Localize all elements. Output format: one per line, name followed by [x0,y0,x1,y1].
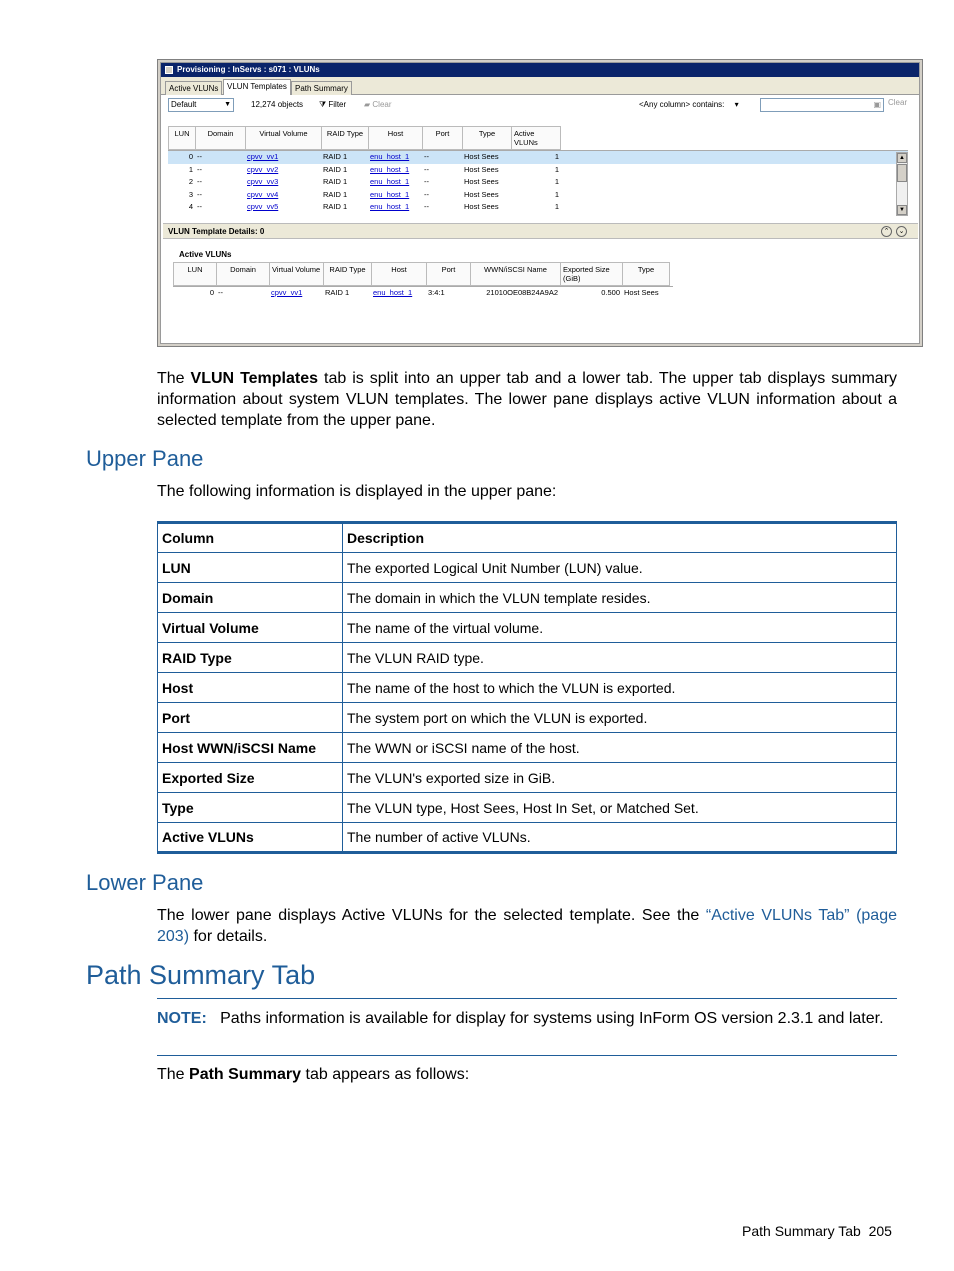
col-domain[interactable]: Domain [216,262,269,286]
cell-port: -- [424,202,429,211]
column-description: The system port on which the VLUN is exported. [343,703,897,733]
scroll-up-icon[interactable]: ▲ [897,153,907,163]
table-header-row [158,523,897,553]
scroll-down-icon[interactable]: ▼ [897,205,907,215]
column-name: Exported Size [158,763,343,793]
cell-raid: RAID 1 [323,152,348,161]
filter-button-label: Filter [328,100,347,109]
eraser-icon: ▰ [364,100,371,109]
tab-active-vluns[interactable]: Active VLUNs [165,81,222,95]
cell-domain: -- [197,164,202,174]
table-row[interactable] [168,176,908,189]
cell-type: Host Sees [464,177,499,186]
tab-vlun-templates[interactable]: VLUN Templates [223,79,291,96]
note-label: NOTE: [157,1010,207,1027]
page-footer [742,1223,892,1239]
tab-path-summary[interactable]: Path Summary [291,81,352,95]
column-description: The VLUN's exported size in GiB. [343,763,897,793]
cell-type: Host Sees [624,288,659,297]
table-row [158,793,897,823]
column-name: Host [158,673,343,703]
column-description: The WWN or iSCSI name of the host. [343,733,897,763]
col-port[interactable]: Port [422,126,462,150]
cell-host[interactable]: enu_host_1 [370,202,410,211]
col-host[interactable]: Host [368,126,422,150]
intro-bold: VLUN Templates [190,370,319,387]
cell-type: Host Sees [464,152,499,161]
page-number: 205 [868,1223,892,1239]
cell-port: -- [424,152,429,161]
column-description: The VLUN type, Host Sees, Host In Set, or Matched Set. [343,793,897,823]
upper-pane-table [157,521,897,854]
column-description: The name of the host to which the VLUN is exported. [343,673,897,703]
table-row [158,583,897,613]
clear-filter-label: Clear [372,100,392,109]
cell-vv[interactable]: cpvv_vv1 [271,288,303,297]
footer-section: Path Summary Tab [742,1223,861,1239]
lower-pane-text-after: for details. [189,928,268,945]
cell-lun: 4 [188,202,193,211]
cell-domain: -- [197,202,202,211]
column-name: Port [158,703,343,733]
table-row[interactable] [168,151,908,164]
cell-port: 3:4:1 [428,288,445,297]
column-name: Type [158,793,343,823]
table-row [158,703,897,733]
upper-grid-header [168,126,908,151]
col-active-vluns[interactable]: Active VLUNs [511,126,561,150]
filter-button[interactable] [319,100,346,110]
col-virtual-volume[interactable]: Virtual Volume [245,126,321,150]
cell-size: 0.500 [601,288,620,297]
col-virtual-volume[interactable]: Virtual Volume [269,262,323,286]
cell-active: 1 [554,177,559,186]
column-name: Active VLUNs [158,823,343,853]
cell-host[interactable]: enu_host_1 [370,164,410,174]
window-titlebar [161,63,919,77]
cell-type: Host Sees [464,164,499,174]
description-header: Description [343,523,897,553]
column-name: LUN [158,553,343,583]
column-description: The VLUN RAID type. [343,643,897,673]
col-raid-type[interactable]: RAID Type [323,262,371,286]
column-description: The number of active VLUNs. [343,823,897,853]
column-name: RAID Type [158,643,343,673]
cell-vv[interactable]: cpvv_vv5 [247,202,279,211]
template-details-title: VLUN Template Details: 0 [168,227,265,236]
table-row [158,643,897,673]
intro-prefix: The [157,370,191,387]
view-select[interactable] [168,98,234,112]
scroll-thumb[interactable] [897,164,907,182]
cell-lun: 3 [188,189,193,199]
cell-raid: RAID 1 [323,177,348,186]
chevron-down-icon: ▾ [734,100,739,109]
column-name: Domain [158,583,343,613]
col-raid-type[interactable]: RAID Type [321,126,368,150]
template-details-bar [163,223,918,239]
upper-grid-body [168,151,908,214]
cell-port: -- [424,177,429,186]
col-lun[interactable]: LUN [173,262,216,286]
table-row[interactable] [168,164,908,177]
col-wwn[interactable]: WWN/iSCSI Name [470,262,560,286]
column-description: The domain in which the VLUN template resides. [343,583,897,613]
cell-raid: RAID 1 [325,288,350,297]
path-summary-heading: Path Summary Tab [86,960,316,990]
cell-raid: RAID 1 [323,189,348,199]
cell-vv[interactable]: cpvv_vv3 [247,177,279,186]
cell-host[interactable]: enu_host_1 [370,189,410,199]
table-row [158,613,897,643]
table-row [158,553,897,583]
search-scope-label: <Any column> contains: [639,100,725,109]
window-icon [165,66,173,74]
intro-suffix: tab is split into an upper tab and a lower tab. The upper tab displays summary information about system VLUN templates. The lower pane displays active VLUN information about a selected template from the upper pane. [157,370,898,429]
cell-wwn: 21010OE08B24A9A2 [486,288,558,297]
clear-filter-button[interactable] [364,100,392,109]
table-row [158,733,897,763]
intro-paragraph [157,368,897,431]
cell-active: 1 [554,152,559,161]
col-host[interactable]: Host [371,262,426,286]
expand-icon[interactable]: ⌄ [896,226,907,237]
filter-toolbar [161,95,919,115]
chevron-down-icon: ▼ [224,101,231,108]
cell-lun: 1 [188,164,193,174]
column-description: The exported Logical Unit Number (LUN) value. [343,553,897,583]
col-port[interactable]: Port [426,262,470,286]
upper-grid [168,126,908,216]
column-description: The name of the virtual volume. [343,613,897,643]
cell-host[interactable]: enu_host_1 [373,288,413,297]
cell-lun: 2 [188,177,193,186]
cell-raid: RAID 1 [323,202,348,211]
vlun-templates-screenshot [157,59,923,347]
table-row[interactable] [168,189,908,202]
lower-grid-header [173,262,673,287]
path-summary-appears [157,1064,897,1085]
column-header: Column [158,523,343,553]
note-text: Paths information is available for display for systems using InForm OS version 2.3.1 and later. [220,1010,884,1027]
cell-type: Host Sees [464,202,499,211]
cell-lun: 0 [209,288,214,297]
active-vluns-title: Active VLUNs [179,250,232,259]
note-top-rule [157,998,897,999]
table-row [158,763,897,793]
cell-host[interactable]: enu_host_1 [370,177,410,186]
object-count: 12,274 objects [251,100,304,109]
view-select-value: Default [171,100,197,109]
col-type[interactable]: Type [622,262,670,286]
cell-active: 1 [554,202,559,211]
column-name: Host WWN/iSCSI Name [158,733,343,763]
cell-domain: -- [197,177,202,186]
cell-raid: RAID 1 [323,164,348,174]
lower-grid [173,262,673,300]
table-row [158,823,897,853]
window-title: Provisioning : InServs : s071 : VLUNs [177,65,320,74]
upper-scrollbar[interactable] [896,152,908,216]
cell-port: -- [424,189,429,199]
search-input[interactable] [760,98,884,112]
col-lun[interactable]: LUN [168,126,195,150]
collapse-icon[interactable]: ⌃ [881,226,892,237]
note-paragraph [157,1008,897,1029]
search-clear-button[interactable]: Clear [888,98,908,107]
lower-grid-body [173,287,673,300]
note-bottom-rule [157,1055,897,1056]
table-row[interactable] [168,201,908,214]
upper-pane-lead: The following information is displayed in the upper pane: [157,483,557,500]
cell-vv[interactable]: cpvv_vv4 [247,189,279,199]
column-name: Virtual Volume [158,613,343,643]
cell-active: 1 [554,189,559,199]
funnel-icon: ⧩ [319,100,327,109]
cell-port: -- [424,164,429,174]
appears-suffix: tab appears as follows: [301,1066,470,1083]
table-row [158,673,897,703]
cell-domain: -- [218,288,223,297]
lower-pane-heading: Lower Pane [86,870,204,895]
col-domain[interactable]: Domain [195,126,245,150]
application-window [160,62,920,344]
clear-field-icon[interactable]: ▣ [873,100,881,109]
lower-pane-text: The lower pane displays Active VLUNs for the selected template. See the [157,907,706,924]
search-scope-select[interactable] [639,100,739,109]
cell-domain: -- [197,189,202,199]
table-row[interactable] [173,287,673,300]
cell-lun: 0 [188,152,193,161]
cell-vv[interactable]: cpvv_vv2 [247,164,279,174]
tab-strip [161,77,919,95]
cell-type: Host Sees [464,189,499,199]
col-type[interactable]: Type [462,126,511,150]
appears-prefix: The [157,1066,190,1083]
upper-pane-heading: Upper Pane [86,446,204,471]
cell-vv[interactable]: cpvv_vv1 [247,152,279,161]
lower-pane-paragraph [157,905,897,947]
col-exported-size[interactable]: Exported Size (GiB) [560,262,622,286]
cell-active: 1 [554,164,559,174]
cell-domain: -- [197,152,202,161]
appears-bold: Path Summary [189,1066,302,1083]
cell-host[interactable]: enu_host_1 [370,152,410,161]
active-vluns-tab-link[interactable]: “Active VLUNs Tab” (page 203) [157,907,898,945]
